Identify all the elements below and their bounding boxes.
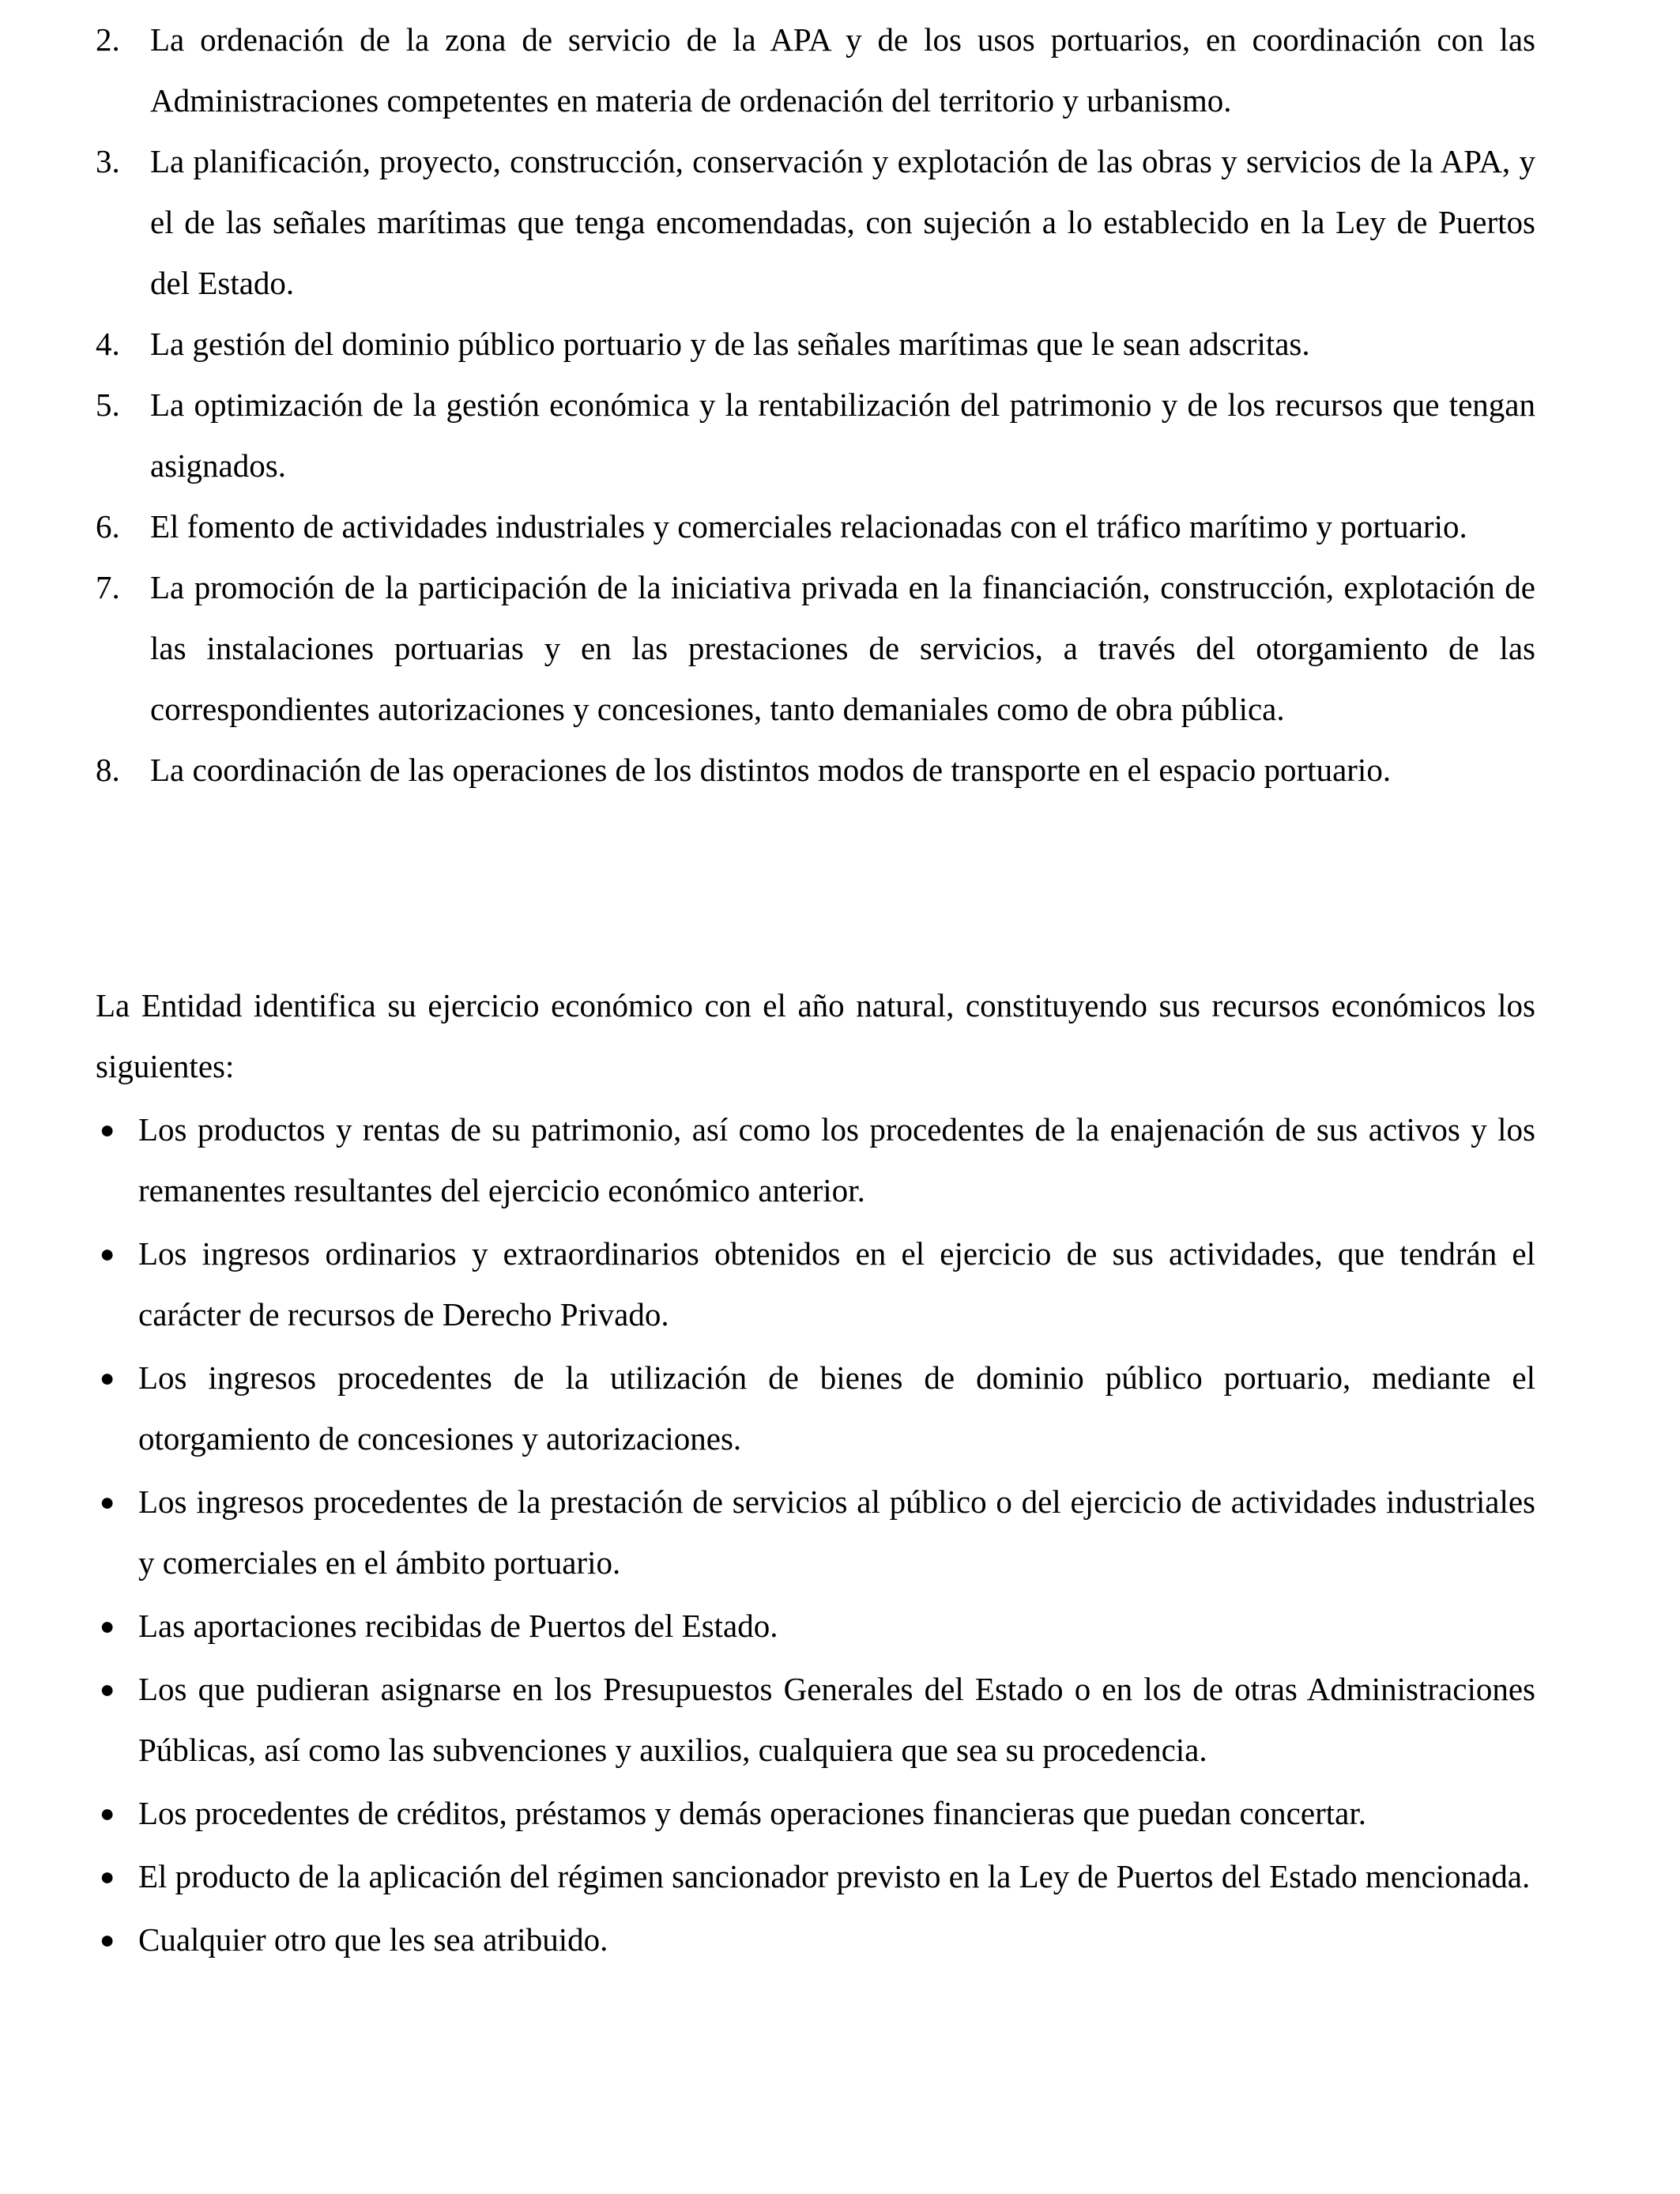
list-item-number: 6.	[96, 508, 120, 545]
list-item	[96, 496, 1535, 557]
bullet-item-text: El producto de la aplicación del régimen sancionador previsto en la Ley de Puertos del Estado mencionada.	[138, 1858, 1531, 1894]
bullet-icon: ●	[100, 1799, 115, 1827]
list-item-number: 4.	[96, 326, 120, 362]
list-item-text: La promoción de la participación de la iniciativa privada en la financiación, construcción, explotación de las instalaciones portuarias y en las prestaciones de servicios, a través del otorgamiento de las correspondientes autorizaciones y concesiones, tanto demaniales como de obra pública.	[150, 569, 1535, 727]
bullet-item	[96, 1596, 1535, 1657]
intro-paragraph: La Entidad identifica su ejercicio económico con el año natural, constituyendo sus recursos económicos los siguientes:	[96, 987, 1535, 1084]
list-item	[96, 557, 1535, 740]
list-item	[96, 375, 1535, 496]
list-item-text: El fomento de actividades industriales y comerciales relacionadas con el tráfico marítimo y portuario.	[150, 508, 1467, 545]
bullet-item	[96, 1659, 1535, 1781]
list-item-text: La optimización de la gestión económica y la rentabilización del patrimonio y de los recursos que tengan asignados.	[150, 386, 1535, 484]
list-item-number: 3.	[96, 143, 120, 179]
bullet-icon: ●	[100, 1487, 115, 1516]
bullet-icon: ●	[100, 1363, 115, 1392]
bullet-item	[96, 1783, 1535, 1844]
bullet-item-text: Las aportaciones recibidas de Puertos del Estado.	[138, 1608, 778, 1644]
bullet-item-text: Los ingresos ordinarios y extraordinarios obtenidos en el ejercicio de sus actividades, que tendrán el carácter de recursos de Derecho Privado.	[138, 1235, 1535, 1333]
bullet-item	[96, 1909, 1535, 1970]
bullet-item-text: Los procedentes de créditos, préstamos y demás operaciones financieras que puedan concertar.	[138, 1795, 1366, 1831]
numbered-list	[96, 9, 1535, 801]
bullet-item-text: Los ingresos procedentes de la utilización de bienes de dominio público portuario, mediante el otorgamiento de concesiones y autorizaciones.	[138, 1359, 1535, 1457]
bullet-item-text: Cualquier otro que les sea atribuido.	[138, 1921, 608, 1958]
bullet-icon: ●	[100, 1862, 115, 1891]
list-item-number: 8.	[96, 752, 120, 788]
list-item	[96, 131, 1535, 314]
bullet-item-text: Los productos y rentas de su patrimonio, así como los procedentes de la enajenación de sus activos y los remanentes resultantes del ejercicio económico anterior.	[138, 1111, 1535, 1208]
bullet-icon: ●	[100, 1925, 115, 1954]
list-item	[96, 314, 1535, 375]
bullet-icon: ●	[100, 1675, 115, 1703]
bullet-icon: ●	[100, 1115, 115, 1144]
bullet-item	[96, 1223, 1535, 1345]
bullet-icon: ●	[100, 1239, 115, 1268]
list-item-number: 7.	[96, 569, 120, 605]
list-item-text: La coordinación de las operaciones de los distintos modos de transporte en el espacio portuario.	[150, 752, 1392, 788]
bullet-item-text: Los ingresos procedentes de la prestación de servicios al público o del ejercicio de actividades industriales y comerciales en el ámbito portuario.	[138, 1483, 1535, 1581]
list-item-text: La planificación, proyecto, construcción, conservación y explotación de las obras y servicios de la APA, y el de las señales marítimas que tenga encomendadas, con sujeción a lo establecido en la Ley de Puertos del Estado.	[150, 143, 1535, 301]
bullet-item	[96, 1348, 1535, 1469]
list-item-number: 5.	[96, 386, 120, 423]
bullet-icon: ●	[100, 1612, 115, 1640]
bullet-item-text: Los que pudieran asignarse en los Presupuestos Generales del Estado o en los de otras Administraciones Públicas, así como las subvenciones y auxilios, cualquiera que sea su procedencia.	[138, 1671, 1535, 1768]
bullet-list	[96, 1099, 1535, 1973]
bullet-item	[96, 1099, 1535, 1221]
list-item-number: 2.	[96, 21, 120, 58]
list-item-text: La ordenación de la zona de servicio de la APA y de los usos portuarios, en coordinación con las Administraciones competentes en materia de ordenación del territorio y urbanismo.	[150, 21, 1535, 119]
list-item	[96, 740, 1535, 801]
list-item	[96, 9, 1535, 131]
list-item-text: La gestión del dominio público portuario y de las señales marítimas que le sean adscritas.	[150, 326, 1310, 362]
bullet-item	[96, 1846, 1535, 1907]
bullet-item	[96, 1472, 1535, 1593]
